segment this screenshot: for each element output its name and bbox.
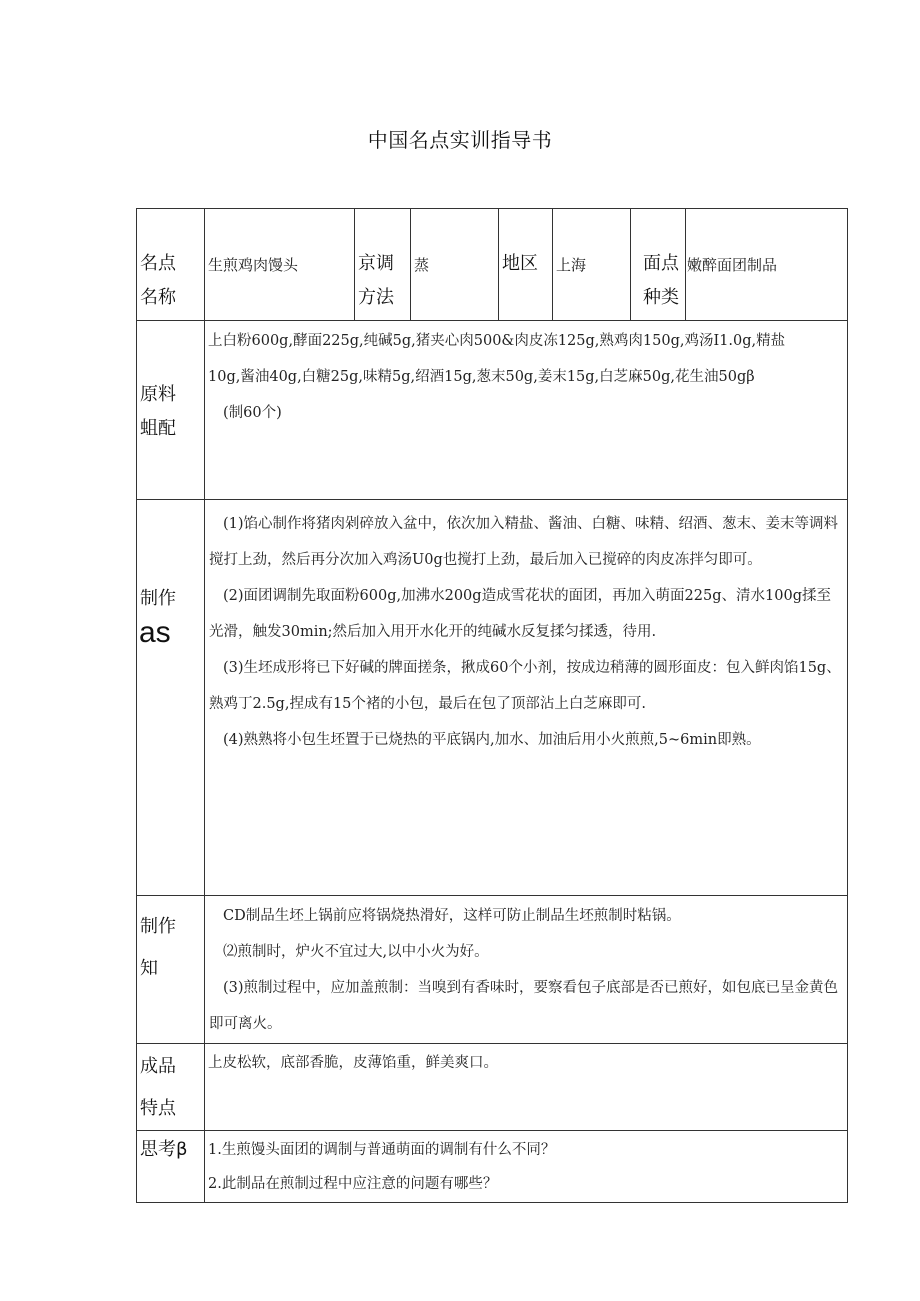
- region-label-cell: [499, 209, 553, 321]
- name-value-cell: [205, 209, 355, 321]
- ingredients-line: 上白粉600g,酵面225g,纯碱5g,猪夹心肉500&肉皮冻125g,熟鸡肉150g,鸡汤I1.0g,精盐: [208, 333, 786, 349]
- method-value: 蒸: [414, 256, 430, 274]
- document-title: 中国名点实训指导书: [367, 128, 553, 152]
- procedure-step: (2)面团调制先取面粉600g,加沸水200g造成雪花状的面团，再加入萌面225g、清水100g揉至光滑，触发30min;然后加入用开水化开的纯碱水反复揉匀揉透，待用.: [209, 588, 831, 640]
- recipe-table: [136, 208, 848, 1203]
- notes-content-cell: [205, 896, 848, 1044]
- procedure-step: (4)熟熟将小包生坯置于已烧热的平底锅内,加水、加油后用小火煎煎,5~6min即熟。: [223, 732, 761, 748]
- category-value: 嫩醉面团制品: [687, 256, 778, 274]
- procedure-label: 制作: [140, 588, 176, 609]
- region-label: 地区: [502, 253, 538, 274]
- features-row: [137, 1044, 848, 1131]
- question-item: 2.此制品在煎制过程中应注意的问题有哪些？: [208, 1176, 498, 1192]
- ingredients-content-cell: [205, 321, 848, 500]
- ingredients-label: 原料 蛆配: [140, 384, 176, 439]
- name-value: 生煎鸡肉馒头: [208, 256, 299, 274]
- question-item: 1.生煎馒头面团的调制与普通萌面的调制有什么不同？: [208, 1142, 556, 1158]
- notes-row: [137, 896, 848, 1044]
- procedure-label-cell: [137, 500, 205, 896]
- questions-row: [137, 1131, 848, 1203]
- notes-item: ⑵煎制时，炉火不宜过大,以中小火为好。: [223, 944, 489, 960]
- notes-item: CD制品生坯上锅前应将锅烧热滑好，这样可防止制品生坯煎制时粘锅。: [223, 908, 681, 924]
- method-label: 京调 方法: [358, 253, 394, 308]
- procedure-step: (3)生坯成形将已下好碱的牌面搓条，揪成60个小剂，按成边稍薄的圆形面皮：包入鲜肉馅15g、熟鸡丁2.5g,捏成有15个褚的小包，最后在包了顶部沾上白芝麻即可.: [209, 660, 841, 712]
- questions-content-cell: [205, 1131, 848, 1203]
- notes-label: 制作 知: [140, 916, 176, 979]
- name-label: 名点 名称: [140, 253, 176, 308]
- procedure-step: (1)馅心制作将猪肉剁碎放入盆中，依次加入精盐、酱油、白糖、味精、绍酒、葱末、姜末等调料搅打上劲，然后再分次加入鸡汤U0g也搅打上劲，最后加入已搅碎的肉皮冻拌匀即可。: [209, 516, 839, 568]
- method-label-cell: [355, 209, 411, 321]
- ingredients-line: 10g,酱油40g,白糖25g,味精5g,绍酒15g,葱末50g,姜末15g,白芝麻50g,花生油50gβ: [208, 369, 755, 385]
- category-value-cell: [686, 209, 848, 321]
- procedure-content-cell: [205, 500, 848, 896]
- ingredients-label-cell: [137, 321, 205, 500]
- header-row: [137, 209, 848, 321]
- region-value: 上海: [556, 256, 587, 274]
- category-label: 面点 种类: [643, 253, 679, 308]
- features-label-cell: [137, 1044, 205, 1131]
- notes-item: (3)煎制过程中，应加盖煎制：当嗅到有香味时，要察看包子底部是否已煎好，如包底已呈金黄色即可离火。: [209, 980, 839, 1032]
- notes-label-cell: [137, 896, 205, 1044]
- ingredients-yield: (制60个): [223, 405, 282, 421]
- features-label: 成品 特点: [140, 1056, 176, 1119]
- ingredients-row: [137, 321, 848, 500]
- name-label-cell: [137, 209, 205, 321]
- procedure-label-sub: as: [139, 616, 171, 649]
- features-text: 上皮松软，底部香脆，皮薄馅重，鲜美爽口。: [208, 1055, 498, 1071]
- procedure-row: [137, 500, 848, 896]
- method-value-cell: [411, 209, 499, 321]
- questions-label: 思考β: [140, 1139, 188, 1160]
- features-content-cell: [205, 1044, 848, 1131]
- category-label-cell: [631, 209, 686, 321]
- region-value-cell: [553, 209, 631, 321]
- questions-label-cell: [137, 1131, 205, 1203]
